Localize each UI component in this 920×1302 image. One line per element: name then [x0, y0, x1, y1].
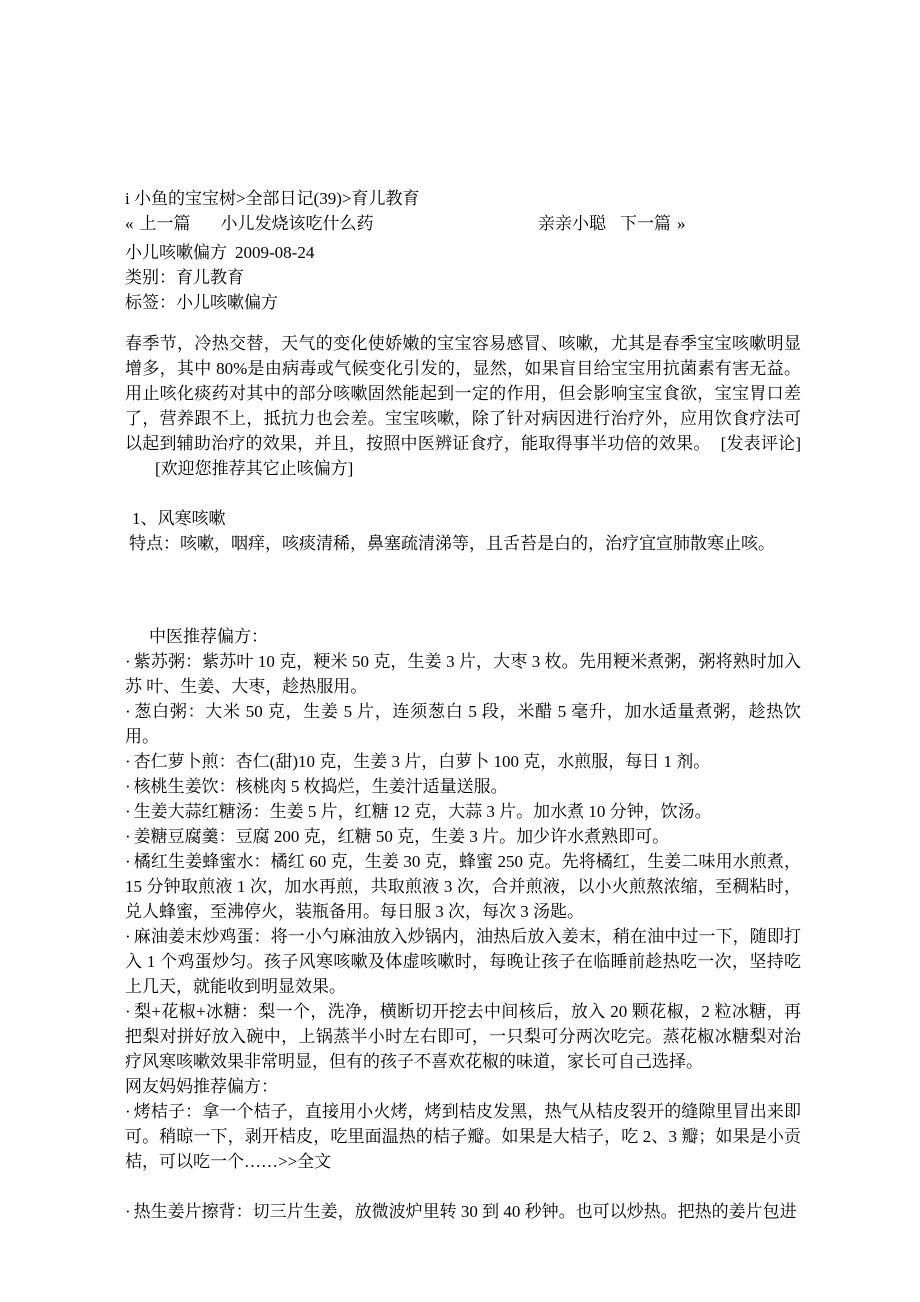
remedy-text: 核桃生姜饮：核桃肉 5 枚捣烂，生姜汁适量送服。 — [133, 777, 508, 796]
bullet-icon: · — [125, 652, 131, 671]
prev-next-nav — [125, 211, 801, 236]
bullet-icon: · — [125, 827, 131, 846]
next-post-author: 亲亲小聪 — [538, 214, 606, 233]
remedy-item — [125, 924, 801, 999]
prev-arrow-icon: « — [125, 214, 134, 233]
post-date: 2009-08-24 — [235, 243, 315, 262]
tcm-heading: 中医推荐偏方： — [149, 627, 268, 646]
next-post-link[interactable] — [538, 211, 686, 236]
fulltext-link[interactable]: >>全文 — [278, 1152, 332, 1171]
remedy-text: 麻油姜末炒鸡蛋：将一小勺麻油放入炒锅内，油热后放入姜末，稍在油中过一下，随即打入 1 个鸡蛋炒匀。孩子风寒咳嗽及体虚咳嗽时，每晚让孩子在临睡前趁热吃一次，坚持吃上几天，就能收到明显效果。 — [125, 927, 801, 996]
post-comment-link[interactable]: [发表评论] — [720, 434, 801, 453]
remedy-text: 紫苏粥：紫苏叶 10 克，粳米 50 克，生姜 3 片，大枣 3 枚。先用粳米煮粥，粥将熟时加入苏 叶、生姜、大枣，趁热服用。 — [125, 652, 801, 696]
remedy-item — [125, 749, 801, 774]
next-label: 下一篇 — [620, 214, 671, 233]
breadcrumb[interactable]: i 小鱼的宝宝树>全部日记(39)>育儿教育 — [125, 189, 420, 208]
intro-paragraph — [125, 331, 801, 481]
netizen-heading: 网友妈妈推荐偏方： — [125, 1077, 278, 1096]
remedy-text: 杏仁萝卜煎：杏仁(甜)10 克，生姜 3 片，白萝卜 100 克，水煎服，每日 1 剂。 — [133, 752, 711, 771]
remedy-text: 烤桔子：拿一个桔子，直接用小火烤，烤到桔皮发黑，热气从桔皮裂开的缝隙里冒出来即可。稍晾一下，剥开桔皮，吃里面温热的桔子瓣。如果是大桔子，吃 2、3 瓣；如果是小贡桔，可以吃一个…… — [125, 1102, 801, 1171]
remedy-item — [125, 774, 801, 799]
bullet-icon: · — [125, 852, 131, 871]
tag-label: 标签： — [125, 293, 176, 312]
prev-post-title: 小儿发烧该吃什么药 — [220, 214, 374, 233]
next-arrow-icon: » — [677, 214, 686, 233]
intro-text: 春季节，冷热交替，天气的变化使娇嫩的宝宝容易感冒、咳嗽，尤其是春季宝宝咳嗽明显增多，其中 80%是由病毒或气候变化引发的，显然，如果盲目给宝宝用抗菌素有害无益。用止咳化痰药对其中的部分咳嗽固然能起到一定的作用，但会影响宝宝食欲，宝宝胃口差了，营养跟不上，抵抗力也会差。宝宝咳嗽，除了针对病因进行治疗外，应用饮食疗法可以起到辅助治疗的效果，并且，按照中医辨证食疗，能取得事半功倍的效果。 — [125, 334, 801, 453]
bullet-icon: · — [125, 927, 131, 946]
tag-value[interactable]: 小儿咳嗽偏方 — [176, 293, 278, 312]
bullet-icon: · — [125, 752, 131, 771]
bullet-icon: · — [125, 1102, 131, 1121]
remedy-item — [125, 849, 801, 924]
remedy-text: 生姜大蒜红糖汤：生姜 5 片，红糖 12 克，大蒜 3 片。加水煮 10 分钟，饮汤。 — [133, 802, 712, 821]
remedy-item — [125, 824, 801, 849]
remedy-text: 葱白粥：大米 50 克，生姜 5 片，连须葱白 5 段，米醋 5 毫升，加水适量煮粥，趁热饮用。 — [125, 702, 801, 746]
section-features: 特点：咳嗽，咽痒，咳痰清稀，鼻塞疏清涕等，且舌苔是白的，治疗宜宣肺散寒止咳。 — [129, 534, 775, 553]
recommend-remedy-link[interactable]: [欢迎您推荐其它止咳偏方] — [155, 459, 354, 478]
remedy-item — [125, 649, 801, 699]
remedy-text: 姜糖豆腐羹：豆腐 200 克，红糖 50 克，生姜 3 片。加少许水煮熟即可。 — [133, 827, 670, 846]
bullet-icon: · — [125, 777, 131, 796]
remedy-item — [125, 999, 801, 1074]
post-title: 小儿咳嗽偏方 — [125, 243, 227, 262]
bullet-icon: · — [125, 802, 131, 821]
remedy-item — [125, 699, 801, 749]
remedy-item — [125, 1099, 801, 1174]
prev-post-link[interactable] — [125, 214, 374, 233]
document-content — [125, 186, 801, 1224]
prev-label: 上一篇 — [139, 214, 191, 233]
remedy-text: 橘红生姜蜂蜜水：橘红 60 克，生姜 30 克，蜂蜜 250 克。先将橘红，生姜二味用水煎煮，15 分钟取煎液 1 次，加水再煎，共取煎液 3 次，合并煎液，以小火煎熬浓缩，至稠粘时，兑人蜂蜜，至沸停火，装瓶备用。每日服 3 次，每次 3 汤匙。 — [125, 852, 801, 921]
category-value[interactable]: 育儿教育 — [176, 268, 244, 287]
remedy-text: 热生姜片擦背：切三片生姜，放微波炉里转 30 到 40 秒钟。也可以炒热。把热的姜片包进 — [133, 1202, 797, 1221]
bullet-icon: · — [125, 1202, 131, 1221]
remedy-item — [125, 799, 801, 824]
post-title-row — [125, 240, 801, 265]
category-row — [125, 265, 801, 290]
category-label: 类别： — [125, 268, 176, 287]
section-heading: 1、风寒咳嗽 — [132, 509, 226, 528]
remedy-item — [125, 1199, 801, 1224]
bullet-icon: · — [125, 1002, 131, 1021]
remedy-text: 梨+花椒+冰糖：梨一个，洗净，横断切开挖去中间核后，放入 20 颗花椒，2 粒冰糖，再把梨对拼好放入碗中，上锅蒸半小时左右即可，一只梨可分两次吃完。蒸花椒冰糖梨对治疗风寒咳嗽效果非常明显，但有的孩子不喜欢花椒的味道，家长可自己选择。 — [125, 1002, 801, 1071]
tag-row — [125, 290, 801, 315]
bullet-icon: · — [125, 702, 131, 721]
